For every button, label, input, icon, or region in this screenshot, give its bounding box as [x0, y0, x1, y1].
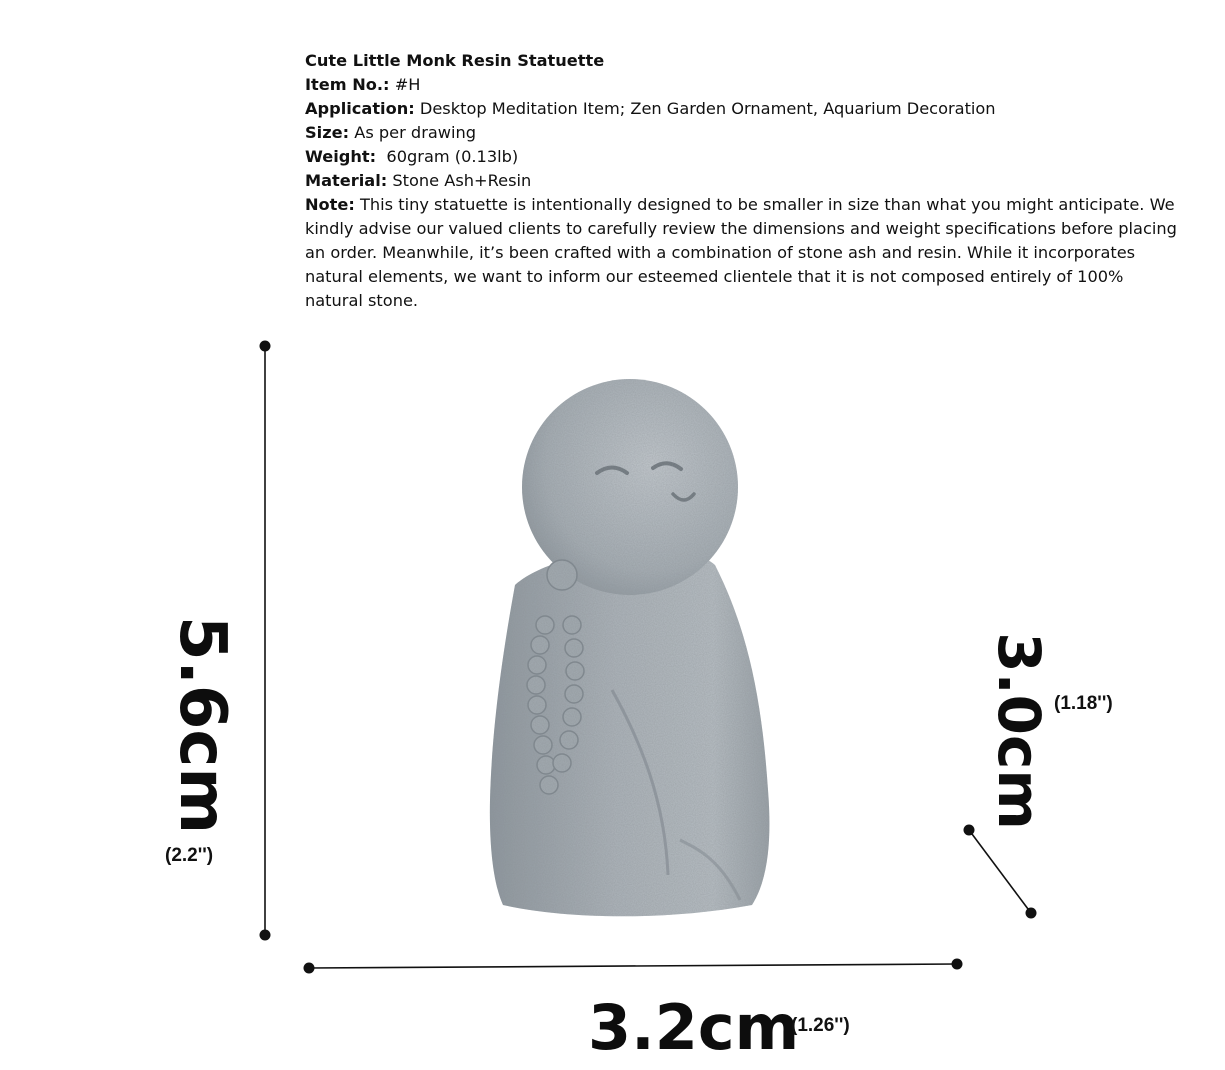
- weight-value: 60gram (0.13lb): [376, 147, 519, 166]
- product-title: Cute Little Monk Resin Statuette: [305, 51, 605, 70]
- application-value: Desktop Meditation Item; Zen Garden Ornament, Aquarium Decoration: [414, 99, 996, 118]
- note-value: This tiny statuette is intentionally designed to be smaller in size than what you might anticipate. We kindly advise our valued clients to carefully review the dimensions and weight specifications before placing an order. Meanwhile, it’s been crafted with a combination of stone ash and resin. While it incorporates natural elements, we want to inform our esteemed clientele that it is not composed entirely of 100% natural stone.: [305, 195, 1177, 310]
- width-cm-label: 3.2cm: [588, 991, 800, 1064]
- monk-statuette: [490, 379, 770, 916]
- weight-label: Weight:: [305, 147, 377, 166]
- material-value: Stone Ash+Resin: [387, 171, 532, 190]
- size-label: Size:: [305, 123, 350, 142]
- height-cm-label: 5.6cm: [165, 616, 239, 834]
- height-inch-label: (2.2''): [165, 845, 214, 866]
- size-value: As per drawing: [349, 123, 477, 142]
- depth-dimension-line: [964, 825, 1037, 919]
- width-inch-label: (1.26''): [791, 1015, 850, 1036]
- depth-cm-label: 3.0cm: [985, 632, 1053, 830]
- statuette-body: [490, 550, 770, 917]
- note-label: Note:: [305, 195, 355, 214]
- material-label: Material:: [305, 171, 388, 190]
- application-label: Application:: [305, 99, 415, 118]
- depth-inch-label: (1.18''): [1054, 693, 1113, 714]
- item-no-value: #H: [389, 75, 421, 94]
- height-dimension-line: [260, 341, 271, 941]
- item-no-label: Item No.:: [305, 75, 390, 94]
- width-dimension-line: [304, 959, 963, 974]
